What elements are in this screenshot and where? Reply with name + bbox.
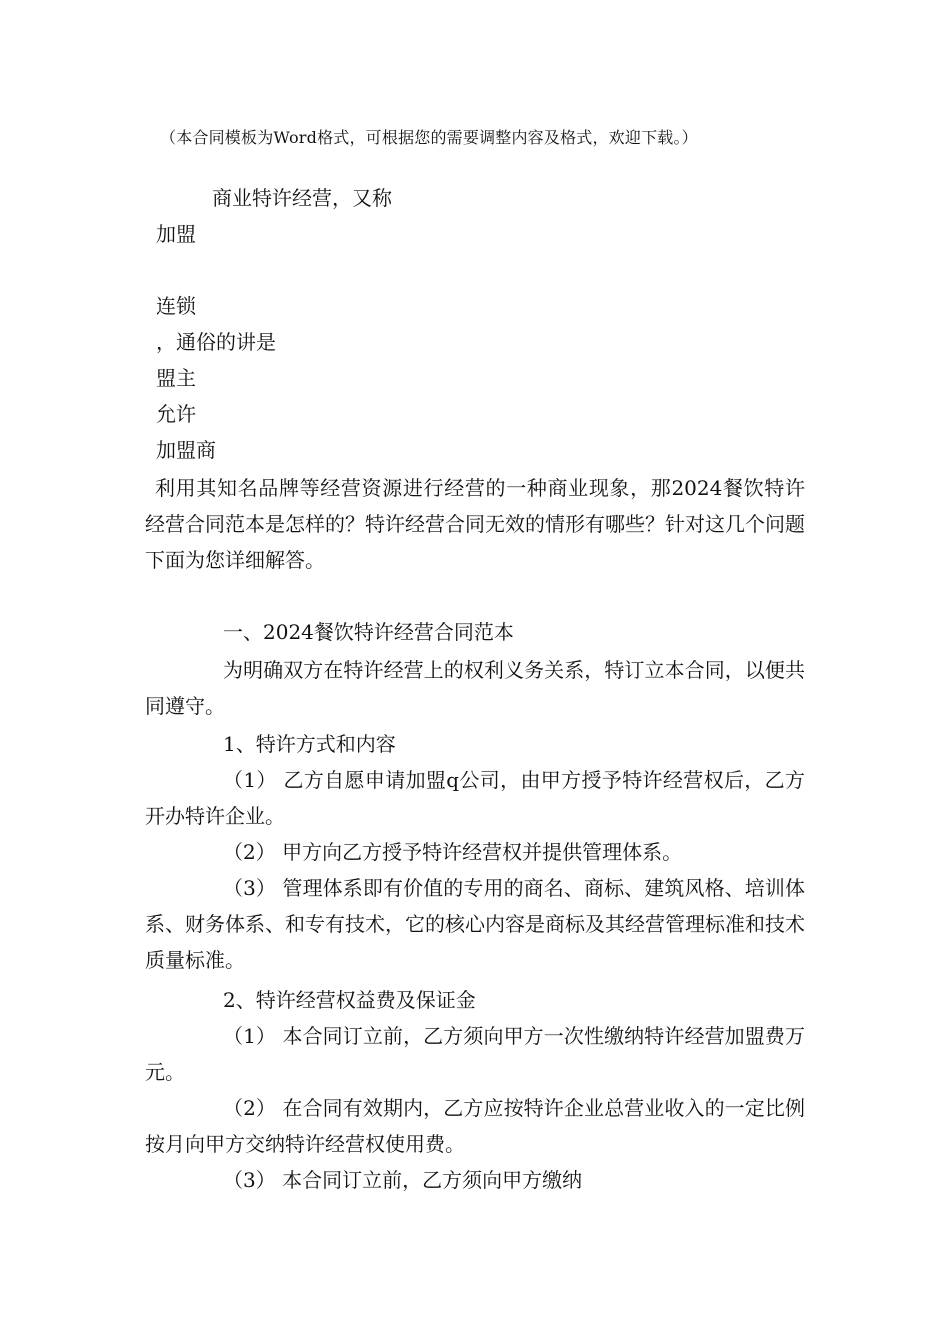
clause-1-item-2: （2） 甲方向乙方授予特许经营权并提供管理体系。	[223, 840, 683, 864]
intro-line-7: 加盟商	[156, 438, 216, 462]
template-note: （本合同模板为Word格式，可根据您的需要调整内容及格式，欢迎下载。）	[160, 128, 698, 147]
clause-1-item-3: （3） 管理体系即有价值的专用的商名、商标、建筑风格、培训体系、财务体系、和专有技术，它的核心内容是商标及其经营管理标准和技术质量标准。	[145, 876, 805, 972]
intro-line-6: 允许	[156, 402, 196, 426]
clause-2-item-3: （3） 本合同订立前，乙方须向甲方缴纳	[223, 1168, 583, 1192]
intro-line-1: 商业特许经营，又称	[212, 186, 392, 210]
intro-line-4: ，通俗的讲是	[156, 330, 276, 354]
clause-2-title: 2、特许经营权益费及保证金	[223, 988, 476, 1012]
clause-1-item-1: （1） 乙方自愿申请加盟q公司，由甲方授予特许经营权后，乙方开办特许企业。	[145, 768, 805, 828]
preamble-paragraph: 为明确双方在特许经营上的权利义务关系，特订立本合同，以便共同遵守。	[145, 658, 805, 718]
clause-1-title: 1、特许方式和内容	[223, 732, 396, 756]
clause-2-item-2: （2） 在合同有效期内，乙方应按特许企业总营业收入的一定比例按月向甲方交纳特许经营权使用费。	[145, 1096, 805, 1156]
intro-line-2: 加盟	[156, 222, 196, 246]
section-heading: 一、2024餐饮特许经营合同范本	[223, 620, 514, 644]
clause-2-item-1: （1） 本合同订立前，乙方须向甲方一次性缴纳特许经营加盟费万元。	[145, 1024, 805, 1084]
intro-line-5: 盟主	[156, 366, 196, 390]
intro-paragraph: 利用其知名品牌等经营资源进行经营的一种商业现象，那2024餐饮特许经营合同范本是怎样的？特许经营合同无效的情形有哪些？针对这几个问题下面为您详细解答。	[145, 476, 805, 572]
intro-line-3: 连锁	[156, 294, 196, 318]
